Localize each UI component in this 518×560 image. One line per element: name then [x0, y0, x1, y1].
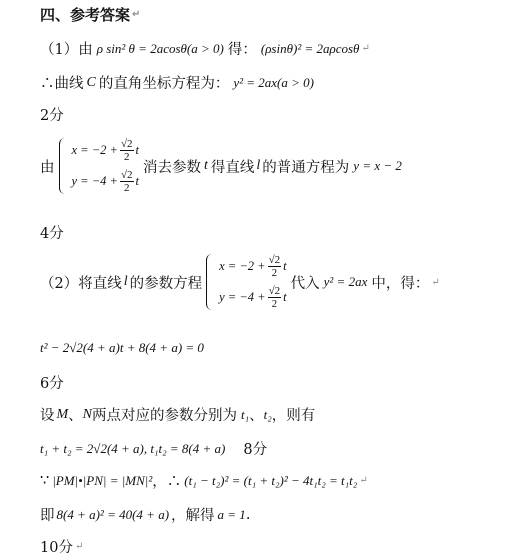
- normal-equation-text: 的普通方程为: [262, 159, 350, 176]
- cartesian-equation: y² = 2ax(a > 0): [233, 74, 314, 90]
- left-brace: [59, 138, 68, 194]
- solution-value: a = 1: [217, 506, 246, 522]
- quadratic-equation-line: [40, 340, 204, 356]
- score-text: 8分: [243, 442, 268, 458]
- score-text: 6分: [40, 376, 64, 392]
- score-line: [40, 104, 64, 125]
- heading-text: 四、参考答案: [40, 6, 131, 24]
- paragraph-mark: ↵: [74, 541, 84, 552]
- part1-prefix: （1）由: [40, 42, 93, 58]
- eliminate-text: 消去参数: [143, 159, 202, 176]
- solution-part1-line: [40, 38, 370, 59]
- parametric-line: [40, 138, 402, 194]
- polar-equation-squared: (ρsinθ)² = 2aρcosθ: [260, 40, 360, 56]
- curve-variable: C: [86, 74, 96, 90]
- vieta-line: [40, 438, 267, 459]
- left-brace: [206, 254, 215, 310]
- get-line-text: 得直线: [210, 159, 255, 176]
- line-variable: l: [123, 274, 128, 289]
- system-row-x: x = −2 + $\frac{√2}{2}$ t: [71, 138, 140, 163]
- fraction: $\frac{√2}{2}$: [268, 285, 281, 310]
- then-text: ，则有: [271, 408, 316, 424]
- score-line: [40, 536, 83, 557]
- part1-mid: 得：: [227, 42, 257, 58]
- namely-prefix: 即: [40, 508, 55, 524]
- point-n: N: [82, 406, 93, 422]
- score-text: 4分: [40, 226, 64, 242]
- system-row-y: y = −4 + $\frac{√2}{2}$ t: [219, 285, 287, 310]
- part3-prefix: 由: [40, 159, 55, 176]
- fraction: $\frac{√2}{2}$: [268, 254, 281, 279]
- section-heading: [40, 4, 140, 25]
- curve-equation: y² = 2ax: [323, 274, 368, 289]
- fraction: $\frac{√2}{2}$: [120, 169, 133, 194]
- cartesian-equation-line: [40, 72, 314, 93]
- score-line: [40, 222, 64, 243]
- let-prefix: 设: [40, 408, 55, 424]
- parametric-system: [206, 254, 287, 310]
- substitute-text: 代入: [290, 275, 320, 292]
- normal-equation: y = x − 2: [353, 158, 402, 173]
- param-variable: t: [204, 158, 208, 173]
- fraction: $\frac{√2}{2}$: [120, 138, 133, 163]
- param-identity: (t₁ − t₂)² = (t₁ + t₂)² − 4t₁t₂ = t₁t₂: [184, 472, 358, 488]
- polar-equation: ρ sin² θ = 2acosθ(a > 0): [96, 40, 224, 56]
- part2-prefix: （2）将直线: [40, 275, 122, 292]
- paragraph-mark: ↵: [431, 276, 440, 288]
- line-variable: l: [256, 158, 261, 173]
- paragraph-mark: ↵: [132, 9, 141, 20]
- points-definition-line: 设 M 、 N 两点对应的参数分别为 t₁ 、 t₂ ，则有: [40, 404, 315, 425]
- paragraph-mark: ↵: [361, 43, 370, 54]
- condition-line: ∵ |PM|•|PN| = |MN|² ，∴ (t₁ − t₂)² = (t₁ + t₂)² − 4t₁t₂ = t₁t₂ ↵: [40, 472, 368, 490]
- param-t2: t₂: [263, 406, 272, 422]
- obtain-text: 中，得：: [371, 275, 430, 292]
- system-row-x: x = −2 + $\frac{√2}{2}$ t: [219, 254, 287, 279]
- because-prefix: ∵: [40, 472, 50, 489]
- solution-part2-line: [40, 254, 440, 310]
- parametric-system: [59, 138, 140, 194]
- score-text: 10分: [40, 540, 73, 556]
- solve-equation: 8(4 + a)² = 40(4 + a): [56, 506, 170, 522]
- solve-line: 即 8(4 + a)² = 40(4 + a) ，解得 a = 1 .: [40, 504, 250, 525]
- score-line: [40, 372, 64, 393]
- quadratic-equation: t² − 2√2(4 + a)t + 8(4 + a) = 0: [40, 340, 204, 355]
- point-m: M: [56, 406, 69, 422]
- vieta-equations: t₁ + t₂ = 2√2(4 + a), t₁t₂ = 8(4 + a): [40, 440, 226, 456]
- param-equation-text: 的参数方程: [129, 275, 203, 292]
- params-text: 两点对应的参数分别为: [92, 408, 238, 424]
- therefore-prefix: ∴曲线: [40, 76, 84, 92]
- solve-text: ，解得: [171, 508, 215, 524]
- paragraph-mark: ↵: [359, 475, 368, 486]
- score-text: 2分: [40, 108, 64, 124]
- distance-condition: |PM|•|PN| = |MN|²: [52, 472, 153, 488]
- cartesian-text: 的直角坐标方程为：: [98, 76, 230, 92]
- param-t1: t₁: [241, 406, 250, 422]
- system-row-y: y = −4 + $\frac{√2}{2}$ t: [71, 169, 140, 194]
